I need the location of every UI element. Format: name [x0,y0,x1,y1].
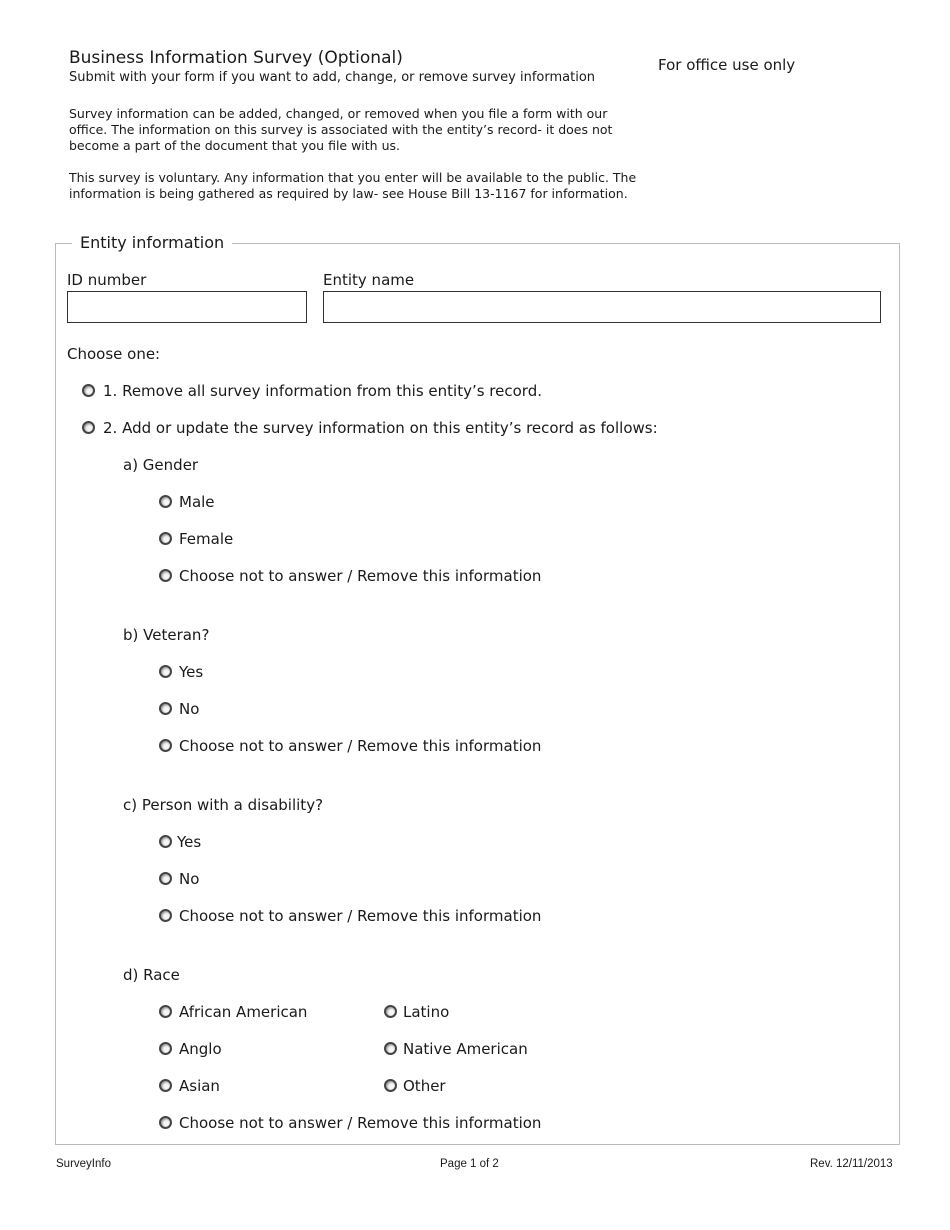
veteran-option-label: No [179,700,200,718]
veteran-option-label: Yes [179,663,204,681]
race-option-label: Anglo [179,1040,222,1058]
race-option-label: Choose not to answer / Remove this information [179,1114,542,1132]
race-african-american-radio[interactable] [159,1005,172,1018]
disability-decline-radio[interactable] [159,909,172,922]
intro-line: office. The information on this survey is associated with the entity’s record- it does not [69,122,613,137]
gender-female-radio[interactable] [159,532,172,545]
disability-option-label: No [179,870,200,888]
choose-one-label: Choose one: [67,345,161,363]
gender-option-label: Female [179,530,234,548]
gender-decline-radio[interactable] [159,569,172,582]
id-number-field[interactable] [67,291,307,323]
disability-no-radio[interactable] [159,872,172,885]
id-number-label: ID number [67,271,147,289]
intro-line: information is being gathered as required by law- see House Bill 13-1167 for information. [69,186,628,201]
entity-name-label: Entity name [323,271,415,289]
race-option-label: Latino [403,1003,450,1021]
disability-question: c) Person with a disability? [123,796,324,814]
update-survey-option-label: 2. Add or update the survey information on this entity’s record as follows: [103,419,658,437]
veteran-question: b) Veteran? [123,626,210,644]
race-native-american-radio[interactable] [384,1042,397,1055]
footer-page-number: Page 1 of 2 [440,1158,499,1170]
remove-survey-radio[interactable] [82,384,95,397]
intro-line: Survey information can be added, changed, or removed when you file a form with our [69,106,608,121]
gender-option-label: Male [179,493,215,511]
veteran-no-radio[interactable] [159,702,172,715]
race-option-label: Asian [179,1077,220,1095]
race-other-radio[interactable] [384,1079,397,1092]
veteran-yes-radio[interactable] [159,665,172,678]
race-option-label: African American [179,1003,308,1021]
office-use-label: For office use only [658,56,796,74]
entity-information-legend: Entity information [72,233,232,252]
page-title: Business Information Survey (Optional) [69,48,403,68]
veteran-decline-radio[interactable] [159,739,172,752]
gender-question: a) Gender [123,456,199,474]
race-asian-radio[interactable] [159,1079,172,1092]
entity-name-field[interactable] [323,291,881,323]
disability-option-label: Choose not to answer / Remove this information [179,907,542,925]
disability-yes-radio[interactable] [159,835,172,848]
intro-paragraph-2 [69,170,649,202]
disability-option-label: Yes [177,833,202,851]
footer-form-id: SurveyInfo [56,1158,111,1170]
race-option-label: Native American [403,1040,528,1058]
race-question: d) Race [123,966,180,984]
page-subtitle: Submit with your form if you want to add, change, or remove survey information [69,70,596,85]
race-anglo-radio[interactable] [159,1042,172,1055]
gender-option-label: Choose not to answer / Remove this information [179,567,542,585]
intro-line: become a part of the document that you file with us. [69,138,400,153]
update-survey-radio[interactable] [82,421,95,434]
race-option-label: Other [403,1077,446,1095]
veteran-option-label: Choose not to answer / Remove this information [179,737,542,755]
race-decline-radio[interactable] [159,1116,172,1129]
footer-revision: Rev. 12/11/2013 [810,1158,893,1170]
gender-male-radio[interactable] [159,495,172,508]
race-latino-radio[interactable] [384,1005,397,1018]
remove-survey-option-label: 1. Remove all survey information from this entity’s record. [103,382,542,400]
intro-paragraph-1 [69,106,649,154]
intro-line: This survey is voluntary. Any information that you enter will be available to the public. The [69,170,637,185]
